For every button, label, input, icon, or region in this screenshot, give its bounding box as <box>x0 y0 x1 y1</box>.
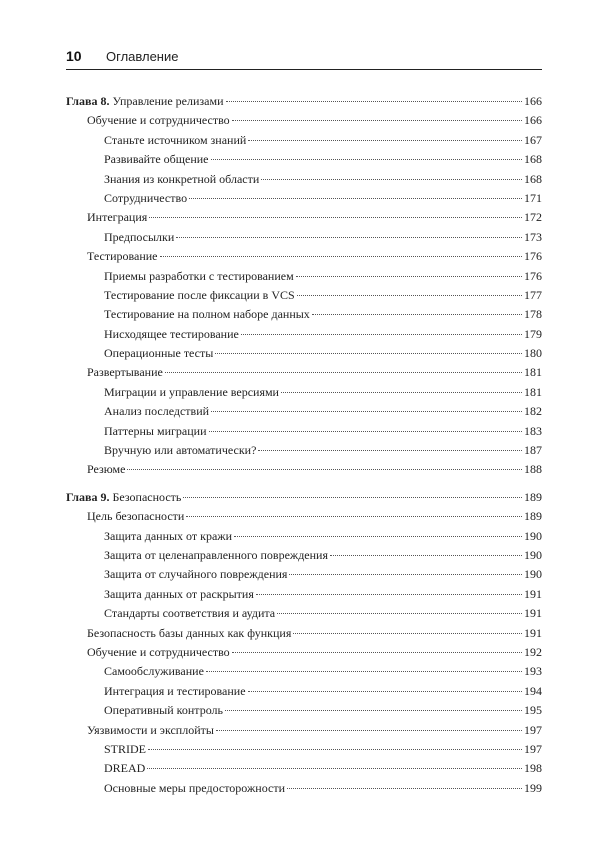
entry-title: Тестирование <box>87 249 158 264</box>
toc-entry[interactable] <box>66 721 542 740</box>
toc-entry[interactable] <box>66 189 542 208</box>
toc-entry[interactable] <box>66 131 542 150</box>
toc-entry[interactable] <box>66 682 542 701</box>
toc-entry[interactable] <box>66 701 542 720</box>
entry-title: DREAD <box>104 761 146 776</box>
dot-leader <box>211 411 522 412</box>
entry-page-number: 195 <box>524 703 542 718</box>
entry-title: Безопасность базы данных как функция <box>87 625 292 640</box>
entry-title: Миграции и управление версиями <box>104 384 279 399</box>
toc-entry[interactable] <box>66 305 542 324</box>
entry-page-number: 198 <box>524 761 542 776</box>
toc-entry[interactable] <box>66 643 542 662</box>
entry-page-number: 193 <box>524 664 542 679</box>
toc-entry[interactable] <box>66 604 542 623</box>
dot-leader <box>216 730 522 731</box>
toc-entry[interactable] <box>66 325 542 344</box>
toc-entry[interactable] <box>66 662 542 681</box>
entry-title: Сотрудничество <box>104 190 188 205</box>
chapter-number: Глава 9. <box>66 489 110 504</box>
entry-page-number: 188 <box>524 462 542 477</box>
entry-page-number: 189 <box>524 489 542 504</box>
entry-title: Оперативный контроль <box>104 703 224 718</box>
running-header <box>66 48 542 70</box>
entry-title: Приемы разработки с тестированием <box>104 268 294 283</box>
dot-leader <box>206 671 522 672</box>
entry-page-number: 171 <box>524 190 542 205</box>
entry-page-number: 190 <box>524 528 542 543</box>
toc-entry[interactable] <box>66 507 542 526</box>
toc-entry[interactable] <box>66 546 542 565</box>
dot-leader <box>149 217 522 218</box>
dot-leader <box>148 749 522 750</box>
entry-page-number: 180 <box>524 346 542 361</box>
entry-page-number: 190 <box>524 567 542 582</box>
dot-leader <box>330 555 522 556</box>
entry-page-number: 183 <box>524 423 542 438</box>
toc-entry[interactable] <box>66 208 542 227</box>
entry-page-number: 191 <box>524 625 542 640</box>
entry-page-number: 176 <box>524 249 542 264</box>
toc-entry[interactable] <box>66 286 542 305</box>
dot-leader <box>226 101 523 102</box>
dot-leader <box>215 353 522 354</box>
entry-page-number: 197 <box>524 722 542 737</box>
entry-title: Станьте источником знаний <box>104 132 247 147</box>
entry-title: Обучение и сотрудничество <box>87 113 230 128</box>
dot-leader <box>287 788 522 789</box>
entry-page-number: 176 <box>524 268 542 283</box>
entry-page-number: 187 <box>524 443 542 458</box>
toc-entry[interactable] <box>66 111 542 130</box>
entry-title: STRIDE <box>104 741 146 756</box>
toc-entry[interactable] <box>66 363 542 382</box>
dot-leader <box>176 237 522 238</box>
entry-title: Интеграция <box>87 210 148 225</box>
entry-page-number: 191 <box>524 586 542 601</box>
entry-page-number: 173 <box>524 229 542 244</box>
entry-title: Защита от целенаправленного повреждения <box>104 547 328 562</box>
dot-leader <box>232 120 522 121</box>
entry-page-number: 181 <box>524 384 542 399</box>
toc-entry[interactable] <box>66 267 542 286</box>
entry-title: Резюме <box>87 462 126 477</box>
entry-title: Самообслуживание <box>104 664 204 679</box>
running-title: Оглавление <box>106 49 179 64</box>
entry-title: Вручную или автоматически? <box>104 443 257 458</box>
dot-leader <box>225 710 522 711</box>
dot-leader <box>183 497 522 498</box>
entry-title: Тестирование на полном наборе данных <box>104 307 310 322</box>
entry-title: Цель безопасности <box>87 509 185 524</box>
page-number: 10 <box>66 48 82 64</box>
entry-title: Защита данных от раскрытия <box>104 586 254 601</box>
dot-leader <box>232 652 522 653</box>
dot-leader <box>312 314 522 315</box>
toc-chapter-entry[interactable] <box>66 488 542 507</box>
entry-page-number: 177 <box>524 287 542 302</box>
entry-page-number: 189 <box>524 509 542 524</box>
dot-leader <box>261 179 522 180</box>
toc-chapter-entry[interactable] <box>66 92 542 111</box>
entry-title: Нисходящее тестирование <box>104 326 239 341</box>
entry-title: Знания из конкретной области <box>104 171 260 186</box>
entry-title: Анализ последствий <box>104 404 210 419</box>
entry-title: Защита от случайного повреждения <box>104 567 288 582</box>
entry-page-number: 168 <box>524 152 542 167</box>
dot-leader <box>160 256 523 257</box>
dot-leader <box>248 691 522 692</box>
entry-title: Тестирование после фиксации в VCS <box>104 287 295 302</box>
dot-leader <box>127 469 522 470</box>
toc-entry[interactable] <box>66 460 542 479</box>
entry-title: Защита данных от кражи <box>104 528 233 543</box>
dot-leader <box>281 392 522 393</box>
toc-entry[interactable] <box>66 344 542 363</box>
dot-leader <box>234 536 522 537</box>
entry-page-number: 194 <box>524 683 542 698</box>
toc-entry[interactable] <box>66 779 542 798</box>
entry-page-number: 166 <box>524 113 542 128</box>
dot-leader <box>289 574 522 575</box>
dot-leader <box>189 198 522 199</box>
toc-entry[interactable] <box>66 527 542 546</box>
entry-title: Операционные тесты <box>104 346 214 361</box>
entry-title: Управление релизами <box>112 94 224 108</box>
dot-leader <box>165 372 522 373</box>
toc-entry[interactable] <box>66 422 542 441</box>
toc-entry[interactable] <box>66 759 542 778</box>
entry-page-number: 197 <box>524 741 542 756</box>
entry-title: Безопасность <box>112 489 182 504</box>
entry-title: Развивайте общение <box>104 152 209 167</box>
entry-title: Уязвимости и эксплойты <box>87 722 214 737</box>
dot-leader <box>296 276 522 277</box>
entry-title: Развертывание <box>87 365 163 380</box>
dot-leader <box>277 613 522 614</box>
toc-entry[interactable] <box>66 441 542 460</box>
dot-leader <box>241 334 522 335</box>
entry-page-number: 191 <box>524 606 542 621</box>
entry-page-number: 168 <box>524 171 542 186</box>
dot-leader <box>258 450 522 451</box>
toc-entry[interactable] <box>66 565 542 584</box>
toc-entry[interactable] <box>66 402 542 421</box>
entry-title: Интеграция и тестирование <box>104 683 246 698</box>
table-of-contents <box>66 92 542 798</box>
entry-title: Стандарты соответствия и аудита <box>104 606 276 621</box>
toc-entry[interactable] <box>66 585 542 604</box>
entry-page-number: 179 <box>524 326 542 341</box>
dot-leader <box>147 768 522 769</box>
toc-entry[interactable] <box>66 228 542 247</box>
entry-title: Предпосылки <box>104 229 175 244</box>
entry-page-number: 192 <box>524 644 542 659</box>
chapter-number: Глава 8. <box>66 94 110 108</box>
dot-leader <box>297 295 522 296</box>
entry-page-number: 178 <box>524 307 542 322</box>
toc-entry[interactable] <box>66 740 542 759</box>
toc-entry[interactable] <box>66 247 542 266</box>
dot-leader <box>211 159 523 160</box>
dot-leader <box>209 431 522 432</box>
toc-entry[interactable] <box>66 624 542 643</box>
dot-leader <box>186 516 522 517</box>
toc-entry[interactable] <box>66 383 542 402</box>
entry-page-number: 166 <box>524 94 542 108</box>
entry-page-number: 190 <box>524 547 542 562</box>
entry-page-number: 199 <box>524 780 542 795</box>
entry-page-number: 172 <box>524 210 542 225</box>
entry-page-number: 182 <box>524 404 542 419</box>
entry-title: Обучение и сотрудничество <box>87 644 230 659</box>
dot-leader <box>256 594 522 595</box>
toc-entry[interactable] <box>66 150 542 169</box>
dot-leader <box>248 140 522 141</box>
entry-title: Основные меры предосторожности <box>104 780 285 795</box>
entry-page-number: 181 <box>524 365 542 380</box>
dot-leader <box>293 633 522 634</box>
toc-entry[interactable] <box>66 170 542 189</box>
entry-page-number: 167 <box>524 132 542 147</box>
entry-title: Паттерны миграции <box>104 423 207 438</box>
